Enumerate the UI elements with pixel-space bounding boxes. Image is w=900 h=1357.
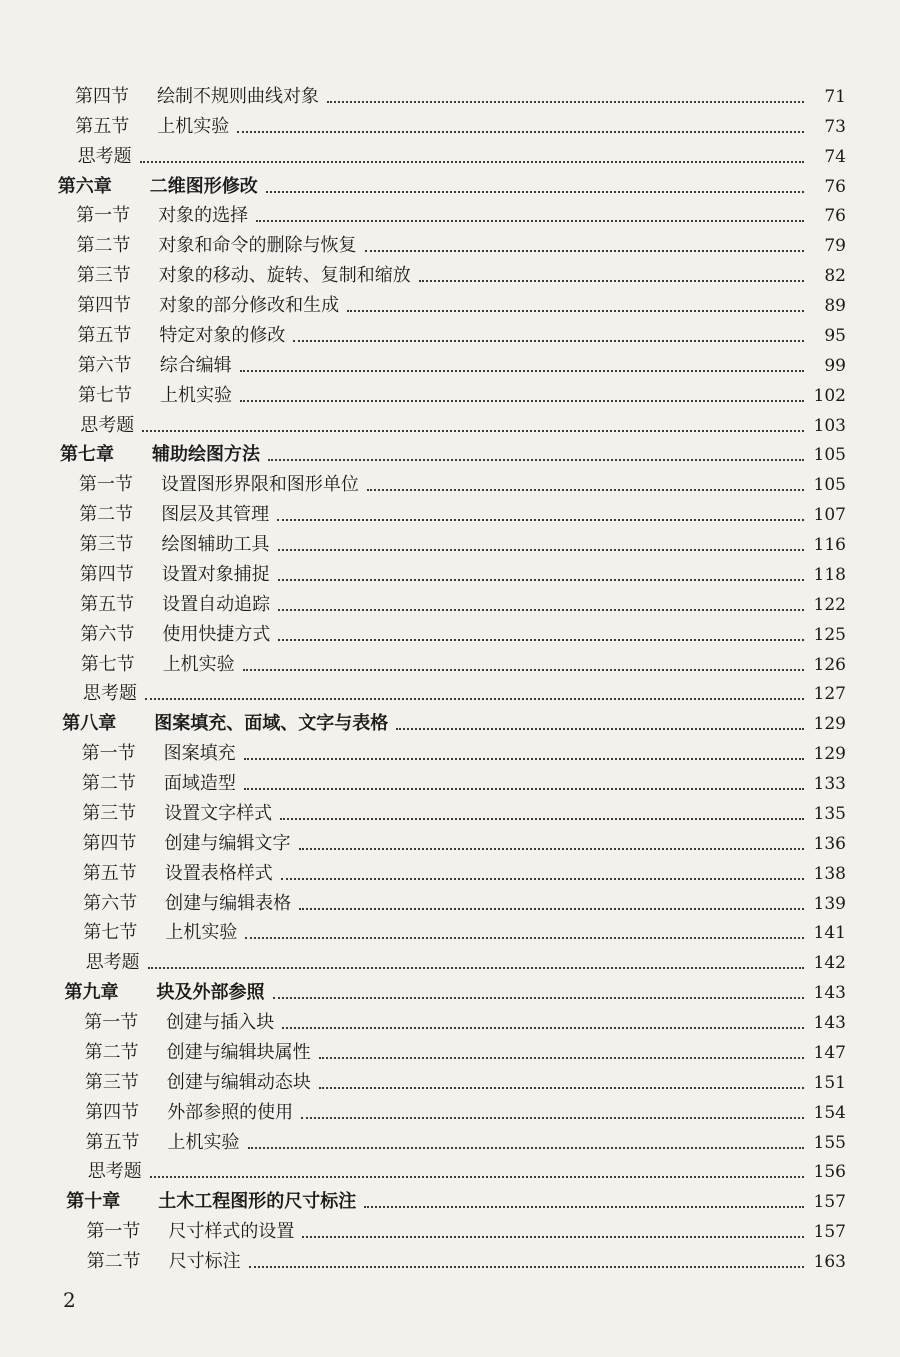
entry-title: 思考题	[83, 683, 137, 705]
dot-leader	[319, 1057, 804, 1059]
toc-entry-section	[0, 496, 900, 526]
toc-entry-section	[0, 616, 900, 646]
entry-page-number: 142	[813, 953, 846, 974]
chapter-number: 第七章	[60, 444, 114, 466]
entry-title: 思考题	[77, 145, 132, 167]
entry-page-number: 118	[813, 564, 846, 585]
section-number: 第四节	[82, 832, 137, 854]
entry-title: 特定对象的修改	[159, 324, 286, 346]
entry-label	[87, 1251, 241, 1273]
entry-page-number: 102	[813, 385, 846, 406]
dot-leader	[278, 579, 804, 581]
section-number: 第七节	[80, 653, 135, 675]
entry-page-number: 122	[813, 594, 846, 615]
section-number: 第四节	[77, 295, 132, 316]
toc-entry-section	[0, 735, 900, 765]
dot-leader	[282, 1027, 804, 1029]
toc-entry-section	[0, 78, 900, 108]
entry-label	[77, 325, 285, 347]
section-number: 第三节	[82, 802, 137, 824]
toc-entry-exercise	[0, 1154, 900, 1184]
dot-leader	[319, 1087, 804, 1089]
dot-leader	[302, 1236, 804, 1238]
section-number: 第一节	[81, 743, 136, 765]
entry-label	[60, 444, 260, 466]
entry-label	[76, 205, 248, 227]
entry-label	[83, 893, 291, 915]
section-number: 第四节	[85, 1101, 140, 1123]
section-number: 第四节	[75, 85, 129, 107]
dot-leader	[299, 908, 804, 910]
toc-entry-section	[0, 466, 900, 496]
section-number: 第二节	[81, 773, 136, 794]
toc-entry-section	[0, 646, 900, 676]
entry-title: 综合编辑	[159, 354, 232, 376]
entry-page-number: 73	[824, 116, 846, 137]
entry-title: 对象的选择	[158, 205, 249, 227]
entry-label	[81, 654, 235, 676]
entry-label	[80, 564, 270, 586]
entry-page-number: 151	[813, 1072, 846, 1093]
toc-entry-exercise	[0, 407, 900, 437]
entry-page-number: 127	[813, 684, 846, 705]
entry-title: 上机实验	[165, 922, 238, 944]
toc-entry-section	[0, 795, 900, 825]
entry-page-number: 163	[813, 1252, 846, 1272]
dot-leader	[301, 1117, 804, 1119]
toc-entry-section	[0, 556, 900, 586]
entry-page-number: 143	[813, 983, 846, 1004]
dot-leader	[347, 310, 804, 312]
entry-page-number: 133	[813, 774, 846, 794]
entry-page-number: 107	[813, 505, 846, 526]
entry-title: 对象的移动、旋转、复制和缩放	[158, 265, 411, 287]
section-number: 第二节	[84, 1041, 139, 1063]
entry-label	[82, 803, 272, 825]
dot-leader	[365, 250, 805, 252]
entry-page-number: 154	[813, 1102, 846, 1123]
section-number: 第二节	[79, 504, 134, 526]
toc-entry-chapter	[0, 437, 900, 467]
entry-title: 思考题	[87, 1161, 142, 1183]
entry-page-number: 76	[824, 206, 846, 227]
entry-label	[80, 415, 134, 437]
dot-leader	[364, 1206, 804, 1208]
entry-title: 面域造型	[163, 773, 236, 794]
section-number: 第五节	[80, 593, 135, 615]
entry-label	[83, 683, 137, 705]
entry-title: 二维图形修改	[149, 175, 258, 197]
dot-leader	[299, 848, 805, 850]
entry-page-number: 82	[824, 266, 846, 287]
table-of-contents	[0, 78, 900, 1273]
dot-leader	[293, 340, 804, 342]
dot-leader	[142, 430, 804, 432]
entry-label	[85, 1102, 293, 1124]
entry-title: 图案填充	[163, 743, 236, 765]
toc-entry-section	[0, 257, 900, 287]
entry-title: 创建与插入块	[166, 1012, 275, 1033]
entry-label	[77, 235, 357, 257]
dot-leader	[280, 818, 804, 820]
entry-page-number: 147	[813, 1042, 846, 1063]
entry-page-number: 116	[813, 535, 846, 555]
entry-title: 设置图形界限和图形单位	[160, 474, 359, 496]
entry-label	[80, 534, 270, 556]
entry-page-number: 99	[824, 355, 846, 376]
dot-leader	[148, 967, 804, 969]
toc-entry-exercise	[0, 676, 900, 706]
dot-leader	[245, 937, 804, 939]
section-number: 第一节	[84, 1012, 139, 1033]
entry-title: 上机实验	[160, 384, 232, 406]
entry-label	[85, 1072, 311, 1094]
entry-label	[78, 355, 232, 377]
toc-entry-section	[0, 885, 900, 915]
entry-title: 图层及其管理	[161, 504, 270, 526]
dot-leader	[256, 220, 804, 222]
entry-title: 绘制不规则曲线对象	[157, 85, 319, 107]
entry-title: 设置对象捕捉	[161, 563, 270, 585]
dot-leader	[268, 459, 804, 461]
section-number: 第七节	[78, 384, 132, 406]
toc-entry-exercise	[0, 138, 900, 168]
toc-entry-section	[0, 526, 900, 556]
toc-entry-section	[0, 108, 900, 138]
entry-label	[75, 86, 319, 108]
entry-title: 对象的部分修改和生成	[159, 295, 340, 316]
toc-entry-section	[0, 1004, 900, 1034]
dot-leader	[273, 997, 805, 999]
entry-label	[78, 146, 132, 168]
entry-label	[58, 176, 258, 198]
toc-entry-section	[0, 586, 900, 616]
dot-leader	[327, 101, 804, 103]
dot-leader	[237, 131, 804, 133]
entry-label	[86, 952, 140, 974]
entry-title: 尺寸样式的设置	[168, 1221, 295, 1243]
toc-entry-chapter	[0, 974, 900, 1004]
entry-page-number: 76	[824, 176, 846, 197]
page-number: 2	[63, 1288, 76, 1312]
entry-title: 思考题	[80, 414, 135, 436]
dot-leader	[150, 1176, 804, 1178]
section-number: 第六节	[83, 892, 138, 914]
entry-page-number: 105	[813, 445, 846, 466]
section-number: 第五节	[77, 324, 132, 346]
entry-page-number: 136	[813, 833, 846, 854]
section-number: 第六节	[80, 623, 135, 645]
dot-leader	[145, 698, 804, 700]
entry-page-number: 155	[813, 1132, 846, 1153]
toc-entry-exercise	[0, 944, 900, 974]
entry-label	[79, 504, 269, 526]
section-number: 第二节	[86, 1251, 141, 1272]
entry-label	[80, 594, 270, 616]
entry-label	[79, 474, 359, 496]
toc-entry-section	[0, 227, 900, 257]
section-number: 第一节	[86, 1221, 141, 1243]
chapter-number: 第九章	[64, 982, 119, 1004]
dot-leader	[140, 161, 804, 163]
section-number: 第五节	[82, 862, 137, 884]
entry-title: 创建与编辑表格	[165, 892, 292, 914]
section-number: 第七节	[83, 922, 138, 944]
dot-leader	[266, 191, 804, 193]
toc-entry-section	[0, 1034, 900, 1064]
entry-page-number: 79	[824, 236, 846, 257]
entry-page-number: 139	[813, 893, 846, 914]
entry-label	[83, 922, 237, 944]
dot-leader	[243, 669, 804, 671]
entry-title: 辅助绘图方法	[152, 444, 260, 466]
entry-label	[88, 1161, 142, 1183]
entry-page-number: 125	[813, 624, 846, 645]
entry-label	[86, 1221, 294, 1243]
toc-entry-section	[0, 915, 900, 945]
entry-label	[83, 833, 291, 855]
entry-title: 创建与编辑块属性	[166, 1041, 311, 1063]
section-number: 第一节	[76, 205, 131, 227]
entry-title: 设置文字样式	[164, 802, 273, 824]
toc-entry-section	[0, 287, 900, 317]
entry-label	[82, 743, 236, 765]
entry-title: 上机实验	[167, 1131, 240, 1153]
entry-title: 使用快捷方式	[162, 623, 271, 645]
entry-page-number: 157	[813, 1192, 846, 1213]
entry-label	[84, 1012, 274, 1034]
entry-page-number: 95	[824, 325, 846, 346]
dot-leader	[244, 788, 804, 790]
section-number: 第五节	[85, 1131, 140, 1153]
entry-title: 土木工程图形的尺寸标注	[158, 1191, 357, 1213]
section-number: 第二节	[76, 235, 131, 257]
toc-entry-section	[0, 1213, 900, 1243]
section-number: 第五节	[75, 115, 130, 137]
section-number: 第三节	[76, 265, 131, 287]
toc-entry-section	[0, 1064, 900, 1094]
toc-entry-chapter	[0, 1183, 900, 1213]
toc-entry-section	[0, 765, 900, 795]
entry-page-number: 135	[813, 803, 846, 824]
dot-leader	[277, 519, 804, 521]
entry-page-number: 138	[813, 863, 846, 884]
toc-entry-chapter	[0, 168, 900, 198]
entry-page-number: 143	[813, 1013, 846, 1033]
dot-leader	[367, 489, 804, 491]
dot-leader	[240, 370, 804, 372]
toc-entry-section	[0, 347, 900, 377]
entry-title: 思考题	[85, 952, 140, 974]
entry-page-number: 126	[813, 654, 846, 675]
section-number: 第四节	[79, 563, 134, 585]
entry-label	[86, 1132, 240, 1154]
entry-title: 创建与编辑动态块	[166, 1071, 311, 1093]
entry-title: 上机实验	[162, 653, 235, 675]
dot-leader	[419, 280, 804, 282]
dot-leader	[396, 728, 804, 730]
section-number: 第一节	[78, 474, 133, 496]
entry-title: 上机实验	[157, 115, 230, 137]
entry-label	[83, 863, 273, 885]
entry-title: 创建与编辑文字	[164, 832, 291, 854]
entry-page-number: 157	[813, 1222, 846, 1243]
toc-entry-section	[0, 317, 900, 347]
entry-title: 对象和命令的删除与恢复	[158, 235, 357, 257]
chapter-number: 第八章	[62, 713, 117, 735]
chapter-number: 第十章	[66, 1191, 121, 1213]
toc-entry-section	[0, 855, 900, 885]
entry-page-number: 105	[813, 475, 846, 496]
entry-label	[85, 1042, 311, 1064]
entry-page-number: 129	[813, 714, 846, 735]
chapter-number: 第六章	[57, 175, 112, 197]
entry-label	[82, 773, 236, 795]
entry-label	[75, 116, 229, 138]
entry-title: 尺寸标注	[168, 1251, 241, 1272]
toc-entry-section	[0, 377, 900, 407]
toc-entry-section	[0, 1124, 900, 1154]
section-number: 第三节	[84, 1071, 139, 1093]
entry-label	[66, 1191, 356, 1213]
section-number: 第三节	[79, 534, 134, 555]
toc-entry-section	[0, 1094, 900, 1124]
entry-page-number: 74	[824, 146, 846, 167]
entry-title: 图案填充、面域、文字与表格	[154, 713, 389, 735]
toc-entry-section	[0, 198, 900, 228]
entry-label	[65, 982, 265, 1004]
dot-leader	[281, 878, 804, 880]
entry-page-number: 89	[824, 296, 846, 316]
dot-leader	[278, 609, 804, 611]
dot-leader	[244, 758, 804, 760]
entry-label	[77, 265, 411, 287]
dot-leader	[248, 1147, 805, 1149]
toc-entry-chapter	[0, 705, 900, 735]
toc-entry-section	[0, 1243, 900, 1273]
dot-leader	[278, 549, 805, 551]
section-number: 第六节	[77, 354, 132, 376]
entry-title: 设置表格样式	[164, 862, 273, 884]
entry-label	[78, 385, 232, 407]
entry-label	[62, 713, 388, 735]
entry-page-number: 103	[813, 415, 846, 436]
entry-title: 设置自动追踪	[162, 593, 271, 615]
toc-entry-section	[0, 825, 900, 855]
entry-label	[77, 295, 339, 317]
entry-page-number: 156	[813, 1162, 846, 1183]
entry-page-number: 129	[813, 744, 846, 765]
dot-leader	[249, 1266, 804, 1268]
entry-label	[80, 624, 270, 646]
dot-leader	[278, 639, 804, 641]
entry-title: 外部参照的使用	[167, 1101, 294, 1123]
dot-leader	[240, 400, 804, 402]
entry-page-number: 71	[824, 86, 846, 107]
entry-page-number: 141	[813, 923, 846, 944]
entry-title: 绘图辅助工具	[161, 534, 270, 555]
entry-title: 块及外部参照	[156, 982, 265, 1004]
